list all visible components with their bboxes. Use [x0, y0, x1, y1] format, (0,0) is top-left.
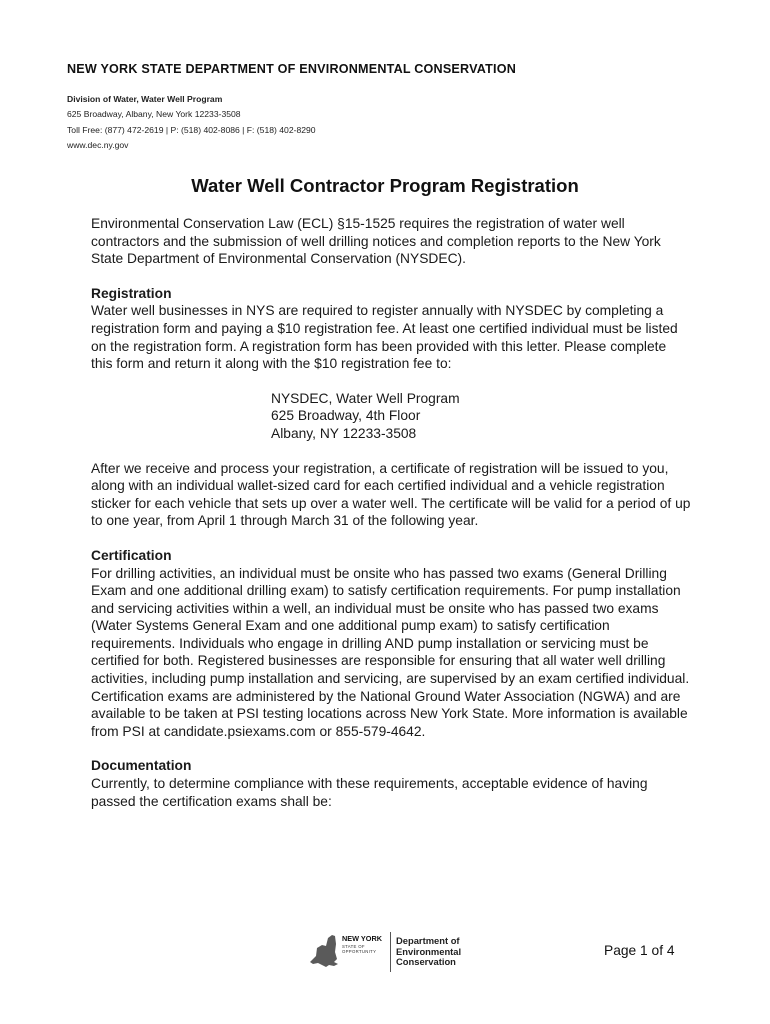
logo-state-line: NEW YORK [342, 934, 383, 943]
logo-dept-line: Conservation [396, 956, 456, 968]
logo-dept-line: Environmental [396, 945, 462, 957]
nys-dec-logo [308, 930, 478, 975]
page-number: Page 1 of 4 [604, 943, 675, 958]
logo-tagline-line: STATE OF [342, 944, 365, 949]
logo-tagline [342, 944, 376, 954]
certification-heading: Certification [91, 547, 172, 563]
logo-state-text [342, 935, 382, 943]
certification-paragraph: For drilling activities, an individual must be onsite who has passed two exams (General Drilling Exam and one additional drilling exam) to satisfy certification requirements. For pump installation and servicing activities within a well, an individual must be onsite who has passed two exams (Water Systems General Exam and one additional pump exam) to satisfy certification requirements. Individuals who engage in drilling AND pump installation or servicing must be certified for both. Registered businesses are responsible for ensuring that all water well drilling activities, including pump installation and servicing, are supervised by an exam certified individual. Certification exams are administered by the National Ground Water Association (NGWA) and are available to be taken at PSI testing locations across New York State. More information is available from PSI at candidate.psiexams.com or 855-579-4642. [91, 565, 690, 739]
intro-paragraph: Environmental Conservation Law (ECL) §15-1525 requires the registration of water well contractors and the submission of well drilling notices and completion reports to the New York State Department of Environmental Conservation (NYSDEC). [91, 216, 661, 267]
documentation-heading: Documentation [91, 758, 192, 774]
logo-tagline-line: OPPORTUNITY [342, 949, 377, 954]
mail-line: Albany, NY 12233-3508 [271, 425, 417, 441]
agency-address: 625 Broadway, Albany, New York 12233-3508 [67, 109, 241, 120]
mail-line: NYSDEC, Water Well Program [271, 390, 460, 406]
mail-line: 625 Broadway, 4th Floor [271, 408, 421, 424]
logo-dept-line: Department of [396, 935, 460, 946]
logo-department-text [396, 936, 461, 968]
certificate-paragraph: After we receive and process your registration, a certificate of registration will be issued to you, along with an individual wallet-sized card for each certified individual and a vehicle registration sticker for each vehicle that sets up over a water well. The certificate will be valid for a period of up to one year, from April 1 through March 31 of the following year. [91, 460, 691, 529]
document-title: Water Well Contractor Program Registration [191, 175, 579, 196]
documentation-paragraph: Currently, to determine compliance with these requirements, acceptable evidence of having passed the certification exams shall be: [91, 776, 648, 809]
letterhead [67, 62, 687, 153]
registration-heading: Registration [91, 285, 172, 301]
agency-phone: Toll Free: (877) 472-2619 | P: (518) 402-8086 | F: (518) 402-8290 [67, 124, 316, 135]
new-york-state-map-icon [308, 932, 342, 972]
mailing-address [271, 390, 691, 443]
registration-paragraph: Water well businesses in NYS are required to register annually with NYSDEC by completing a registration form and paying a $10 registration fee. At least one certified individual must be listed on the registration form. A registration form has been provided with this letter. Please complete this form and return it along with the $10 registration fee to: [91, 303, 678, 372]
document-body [91, 215, 691, 810]
division-name: Division of Water, Water Well Program [67, 94, 223, 104]
logo-divider [390, 932, 391, 972]
agency-website[interactable]: www.dec.ny.gov [67, 139, 129, 150]
agency-name: NEW YORK STATE DEPARTMENT OF ENVIRONMENTAL CONSERVATION [67, 62, 516, 76]
